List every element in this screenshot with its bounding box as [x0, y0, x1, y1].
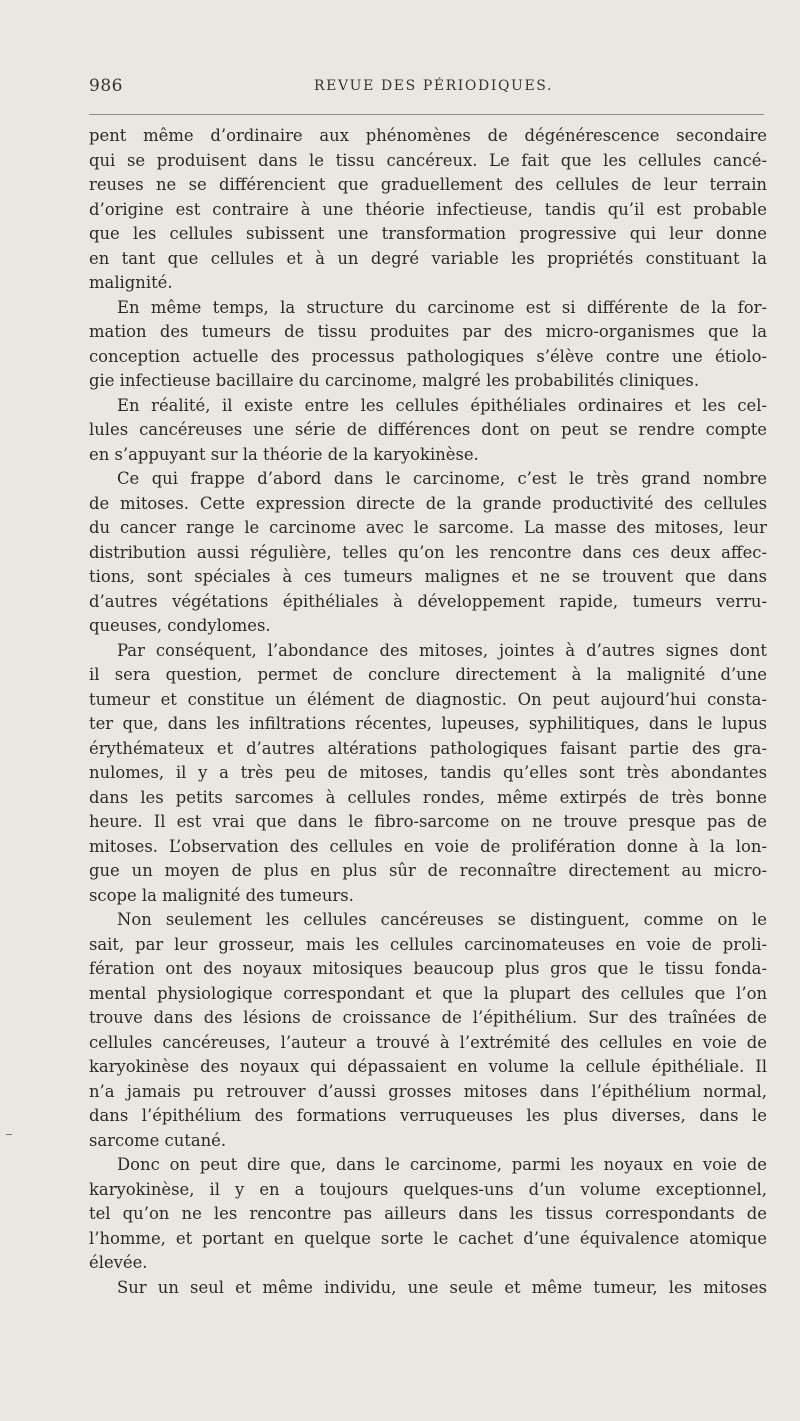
page-number: 986: [89, 76, 123, 96]
text-line: Sur un seul et même individu, une seule et même tumeur, les mitoses: [117, 1277, 767, 1297]
text-line: Non seulement les cellules cancéreuses se distinguent, comme on le: [117, 910, 767, 929]
text-line: nulomes, il y a très peu de mitoses, tandis qu’elles sont très abondantes: [89, 763, 767, 782]
text-line: conception actuelle des processus pathologiques s’élève contre une étiolo-: [89, 346, 767, 366]
page-header: [89, 76, 762, 100]
text-line: gie infectieuse bacillaire du carcinome, malgré les probabilités cliniques.: [89, 371, 700, 390]
header-rule: [89, 114, 764, 115]
text-line: érythémateux et d’autres altérations pathologiques faisant partie des gra-: [89, 738, 767, 758]
text-line: mation des tumeurs de tissu produites par des micro-organismes que la: [89, 322, 767, 341]
text-line: tel qu’on ne les rencontre pas ailleurs dans les tissus correspondants de: [89, 1204, 767, 1223]
text-line: n’a jamais pu retrouver d’aussi grosses mitoses dans l’épithélium normal,: [89, 1081, 767, 1101]
margin-mark: [6, 1134, 12, 1135]
text-line: heure. Il est vrai que dans le fibro-sarcome on ne trouve presque pas de: [89, 812, 767, 831]
text-line: dans les petits sarcomes à cellules rondes, même extirpés de très bonne: [89, 787, 767, 807]
text-line: en tant que cellules et à un degré variable les propriétés constituant la: [89, 248, 767, 268]
text-line: gue un moyen de plus en plus sûr de reconnaître directement au micro-: [89, 861, 767, 880]
text-line: que les cellules subissent une transformation progressive qui leur donne: [89, 224, 767, 243]
text-line: sait, par leur grosseur, mais les cellules carcinomateuses en voie de proli-: [89, 934, 767, 954]
text-line: distribution aussi régulière, telles qu’on les rencontre dans ces deux affec-: [89, 542, 767, 562]
text-line: du cancer range le carcinome avec le sarcome. La masse des mitoses, leur: [89, 518, 767, 537]
text-line: d’origine est contraire à une théorie infectieuse, tandis qu’il est probable: [89, 199, 767, 219]
text-line: Donc on peut dire que, dans le carcinome, parmi les noyaux en voie de: [117, 1155, 767, 1174]
text-line: il sera question, permet de conclure directement à la malignité d’une: [89, 665, 767, 684]
text-line: l’homme, et portant en quelque sorte le cachet d’une équivalence atomique: [89, 1228, 767, 1248]
text-line: karyokinèse, il y en a toujours quelques-uns d’un volume exceptionnel,: [89, 1179, 767, 1199]
text-line: scope la malignité des tumeurs.: [89, 885, 354, 905]
text-line: trouve dans des lésions de croissance de l’épithélium. Sur des traînées de: [89, 1008, 767, 1027]
text-line: fération ont des noyaux mitosiques beaucoup plus gros que le tissu fonda-: [89, 959, 767, 978]
text-line: karyokinèse des noyaux qui dépassaient en volume la cellule épithéliale. Il: [89, 1057, 767, 1076]
text-line: mitoses. L’observation des cellules en voie de prolifération donne à la lon-: [89, 836, 767, 856]
text-line: mental physiologique correspondant et que la plupart des cellules que l’on: [89, 983, 767, 1003]
text-line: élevée.: [89, 1253, 148, 1272]
text-line: En réalité, il existe entre les cellules épithéliales ordinaires et les cel-: [117, 395, 767, 415]
text-line: reuses ne se différencient que graduellement des cellules de leur terrain: [89, 175, 767, 194]
text-line: qui se produisent dans le tissu cancéreux. Le fait que les cellules cancé-: [89, 150, 767, 170]
running-title: REVUE DES PÉRIODIQUES.: [314, 78, 554, 94]
text-line: sarcome cutané.: [89, 1130, 227, 1150]
text-line: ter que, dans les infiltrations récentes, lupeuses, syphilitiques, dans le lupus: [89, 714, 767, 733]
text-line: dans l’épithélium des formations verruqueuses les plus diverses, dans le: [89, 1106, 767, 1125]
body-text: [89, 124, 767, 1300]
text-line: queuses, condylomes.: [89, 616, 271, 635]
text-line: en s’appuyant sur la théorie de la karyokinèse.: [89, 444, 479, 464]
text-line: d’autres végétations épithéliales à développement rapide, tumeurs verru-: [89, 591, 767, 611]
text-line: pent même d’ordinaire aux phénomènes de dégénérescence secondaire: [89, 126, 767, 145]
text-line: cellules cancéreuses, l’auteur a trouvé à l’extrémité des cellules en voie de: [89, 1032, 767, 1052]
text-line: de mitoses. Cette expression directe de la grande productivité des cellules: [89, 493, 767, 513]
text-line: tions, sont spéciales à ces tumeurs malignes et ne se trouvent que dans: [89, 567, 767, 586]
text-line: Ce qui frappe d’abord dans le carcinome, c’est le très grand nombre: [117, 469, 767, 488]
text-line: lules cancéreuses une série de différences dont on peut se rendre compte: [89, 420, 767, 439]
text-line: malignité.: [89, 273, 173, 292]
text-line: Par conséquent, l’abondance des mitoses, jointes à d’autres signes dont: [117, 640, 767, 660]
text-line: tumeur et constitue un élément de diagnostic. On peut aujourd’hui consta-: [89, 689, 767, 709]
text-line: En même temps, la structure du carcinome est si différente de la for-: [117, 297, 767, 317]
